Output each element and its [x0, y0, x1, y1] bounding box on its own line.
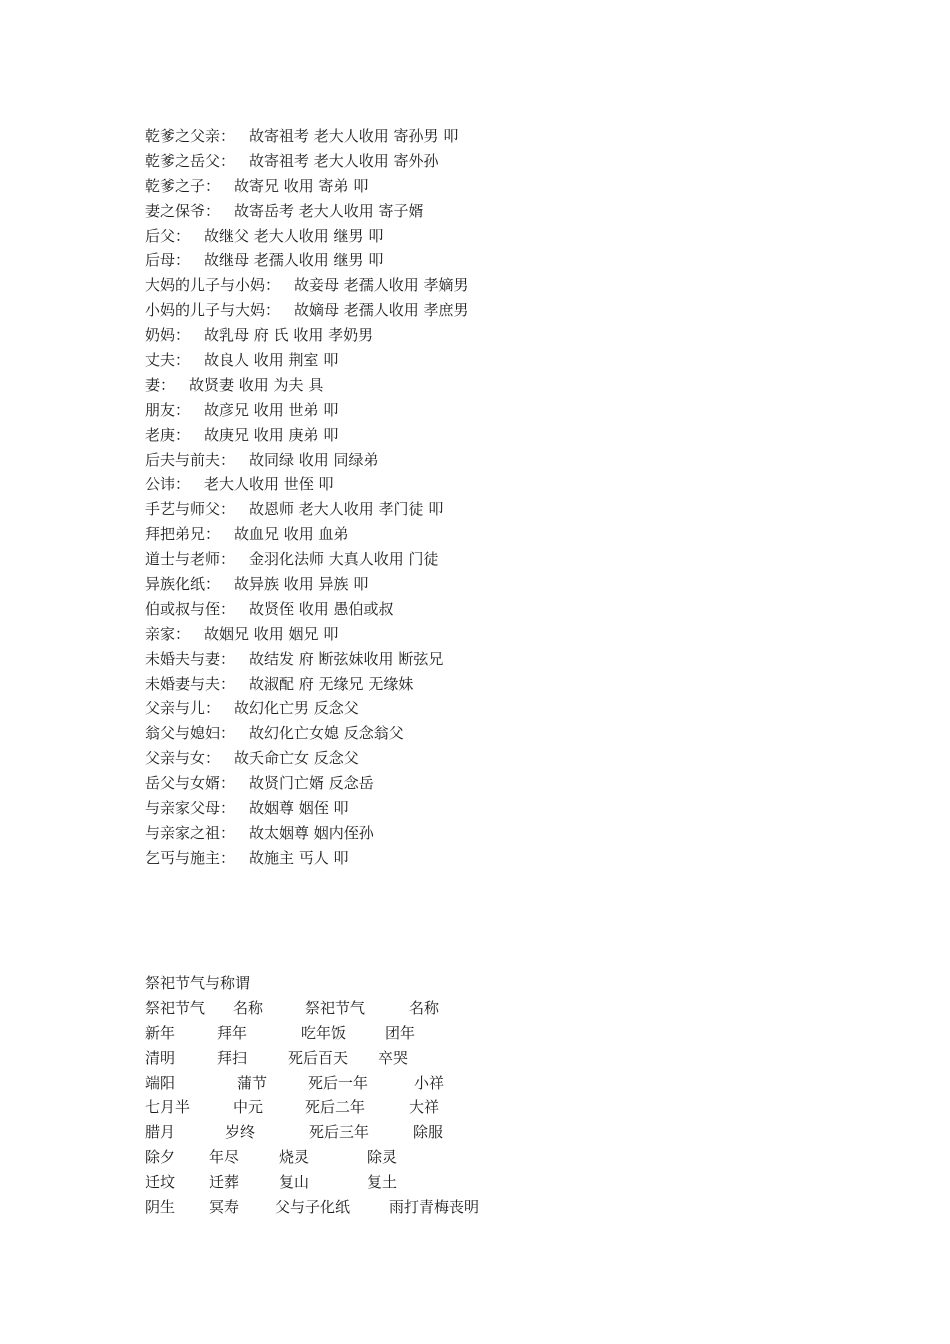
entry-label: 后夫与前夫：	[145, 450, 236, 469]
festival-cell: 岁终	[225, 1123, 256, 1142]
festival-cell: 祭祀节气	[305, 998, 366, 1017]
festival-cell: 年尽	[209, 1148, 240, 1167]
entry-text: 故寄兄 收用 寄弟 叩	[234, 176, 369, 195]
entry-label: 乾爹之岳父：	[145, 151, 236, 170]
festival-section	[145, 971, 480, 1220]
entry-text: 故夭命亡女 反念父	[234, 749, 359, 768]
festival-cell: 死后三年	[309, 1123, 370, 1142]
festival-cell: 端阳	[145, 1073, 176, 1092]
festival-cell: 除灵	[367, 1148, 398, 1167]
address-entry	[145, 572, 469, 597]
address-entry	[145, 174, 469, 199]
entry-label: 老庚：	[145, 425, 191, 444]
entry-text: 故姻兄 收用 姻兄 叩	[204, 624, 339, 643]
festival-cell: 阴生	[145, 1198, 176, 1217]
address-entry	[145, 597, 469, 622]
address-entry	[145, 771, 469, 796]
entry-text: 故妾母 老孺人收用 孝嫡男	[294, 276, 469, 295]
address-entry	[145, 672, 469, 697]
festival-cell: 拜年	[217, 1023, 248, 1042]
entry-text: 故贤侄 收用 愚伯或叔	[249, 599, 394, 618]
entry-text: 故贤妻 收用 为夫 具	[189, 375, 324, 394]
entry-label: 乾爹之子：	[145, 176, 221, 195]
entry-text: 故贤门亡婿 反念岳	[249, 774, 374, 793]
entry-text: 故良人 收用 荆室 叩	[204, 351, 339, 370]
entry-text: 故寄祖考 老大人收用 寄孙男 叩	[249, 127, 459, 145]
entry-label: 乞丐与施主：	[145, 848, 236, 867]
entry-label: 拜把弟兄：	[145, 525, 221, 544]
entry-label: 父亲与儿：	[145, 699, 221, 718]
entry-text: 故寄祖考 老大人收用 寄外孙	[249, 151, 439, 170]
address-entry	[145, 721, 469, 746]
entry-text: 故同绿 收用 同绿弟	[249, 450, 379, 469]
entry-text: 故幻化亡女媳 反念翁父	[249, 724, 404, 743]
entry-text: 故寄岳考 老大人收用 寄子婿	[234, 201, 424, 220]
entry-text: 故姻尊 姻侄 叩	[249, 799, 349, 818]
festival-cell: 卒哭	[378, 1048, 409, 1067]
entry-label: 父亲与女：	[145, 749, 221, 768]
festival-cell: 死后二年	[305, 1098, 366, 1117]
festival-cell: 烧灵	[279, 1148, 310, 1167]
festival-cell: 复山	[279, 1173, 310, 1192]
entry-label: 手艺与师父：	[145, 500, 236, 519]
festival-cell: 团年	[385, 1023, 416, 1042]
address-entry	[145, 124, 469, 149]
address-entry	[145, 846, 469, 871]
address-entry	[145, 149, 469, 174]
entry-label: 妻之保爷：	[145, 201, 221, 220]
address-entry	[145, 348, 469, 373]
festival-row	[145, 1170, 398, 1195]
address-entry	[145, 796, 469, 821]
entry-text: 故嫡母 老孺人收用 孝庶男	[294, 301, 469, 320]
address-entry	[145, 224, 469, 249]
entry-text: 故血兄 收用 血弟	[234, 525, 349, 544]
festival-cell: 中元	[233, 1098, 264, 1117]
festival-cell: 冥寿	[209, 1198, 240, 1217]
entry-label: 朋友：	[145, 400, 191, 419]
entry-label: 乾爹之父亲：	[145, 127, 236, 145]
festival-cell: 迁坟	[145, 1173, 176, 1192]
entry-label: 丈夫：	[145, 351, 191, 370]
festival-cell: 清明	[145, 1048, 176, 1067]
address-entry	[145, 622, 469, 647]
festival-row	[145, 1120, 444, 1145]
entry-text: 故施主 丐人 叩	[249, 848, 349, 867]
entry-text: 故恩师 老大人收用 孝门徒 叩	[249, 500, 444, 519]
festival-cell: 腊月	[145, 1123, 176, 1142]
entry-label: 妻：	[145, 375, 176, 394]
entry-text: 故继母 老孺人收用 继男 叩	[204, 251, 384, 270]
entry-label: 翁父与媳妇：	[145, 724, 236, 743]
address-list	[145, 124, 469, 871]
festival-row	[145, 1021, 416, 1046]
entry-label: 与亲家之祖：	[145, 823, 236, 842]
festival-cell: 复土	[367, 1173, 398, 1192]
entry-text: 故太姻尊 姻内侄孙	[249, 823, 374, 842]
festival-cell: 死后百天	[288, 1048, 349, 1067]
entry-label: 伯或叔与侄：	[145, 599, 236, 618]
address-entry	[145, 199, 469, 224]
entry-label: 小妈的儿子与大妈：	[145, 301, 281, 320]
festival-cell: 吃年饭	[301, 1023, 347, 1042]
entry-label: 公讳：	[145, 475, 191, 494]
festival-cell: 父与子化纸	[275, 1198, 351, 1217]
festival-cell: 除服	[413, 1123, 444, 1142]
festival-cell: 祭祀节气	[145, 998, 206, 1017]
festival-cell: 雨打青梅丧明	[389, 1198, 480, 1217]
address-entry	[145, 323, 469, 348]
entry-label: 未婚妻与夫：	[145, 674, 236, 693]
entry-text: 故结发 府 断弦妹收用 断弦兄	[249, 649, 444, 668]
entry-label: 奶妈：	[145, 326, 191, 345]
address-entry	[145, 398, 469, 423]
entry-label: 后母：	[145, 251, 191, 270]
address-entry	[145, 696, 469, 721]
address-entry	[145, 647, 469, 672]
entry-label: 与亲家父母：	[145, 799, 236, 818]
festival-row	[145, 1095, 440, 1120]
entry-label: 道士与老师：	[145, 550, 236, 569]
festival-cell: 蒲节	[237, 1073, 268, 1092]
address-entry	[145, 298, 469, 323]
festival-cell: 名称	[233, 998, 264, 1017]
festival-table	[145, 996, 480, 1220]
entry-text: 故乳母 府 氏 收用 孝奶男	[204, 326, 374, 345]
address-entry	[145, 746, 469, 771]
festival-cell: 迁葬	[209, 1173, 240, 1192]
festival-row	[145, 1046, 409, 1071]
address-entry	[145, 448, 469, 473]
section-title: 祭祀节气与称谓	[145, 974, 251, 992]
festival-row	[145, 1071, 445, 1096]
address-entry	[145, 472, 469, 497]
entry-text: 故彦兄 收用 世弟 叩	[204, 400, 339, 419]
entry-label: 大妈的儿子与小妈：	[145, 276, 281, 295]
entry-text: 故淑配 府 无缘兄 无缘妹	[249, 674, 414, 693]
address-entry	[145, 248, 469, 273]
entry-label: 异族化纸：	[145, 575, 221, 594]
entry-text: 故幻化亡男 反念父	[234, 699, 359, 718]
festival-cell: 名称	[409, 998, 440, 1017]
festival-cell: 大祥	[409, 1098, 440, 1117]
address-entry	[145, 821, 469, 846]
festival-cell: 小祥	[414, 1073, 445, 1092]
address-entry	[145, 423, 469, 448]
festival-cell: 七月半	[145, 1098, 191, 1117]
address-entry	[145, 522, 469, 547]
festival-row	[145, 1145, 398, 1170]
festival-row	[145, 1195, 480, 1220]
entry-label: 未婚夫与妻：	[145, 649, 236, 668]
festival-row	[145, 996, 440, 1021]
festival-cell: 新年	[145, 1023, 176, 1042]
address-entry	[145, 547, 469, 572]
festival-cell: 死后一年	[308, 1073, 369, 1092]
festival-cell: 拜扫	[217, 1048, 248, 1067]
entry-label: 岳父与女婿：	[145, 774, 236, 793]
entry-label: 亲家：	[145, 624, 191, 643]
entry-label: 后父：	[145, 226, 191, 245]
entry-text: 老大人收用 世侄 叩	[204, 475, 334, 494]
festival-cell: 除夕	[145, 1148, 176, 1167]
address-entry	[145, 273, 469, 298]
entry-text: 故庚兄 收用 庚弟 叩	[204, 425, 339, 444]
address-entry	[145, 497, 469, 522]
address-entry	[145, 373, 469, 398]
entry-text: 故继父 老大人收用 继男 叩	[204, 226, 384, 245]
entry-text: 故异族 收用 异族 叩	[234, 575, 369, 594]
entry-text: 金羽化法师 大真人收用 门徒	[249, 550, 439, 569]
